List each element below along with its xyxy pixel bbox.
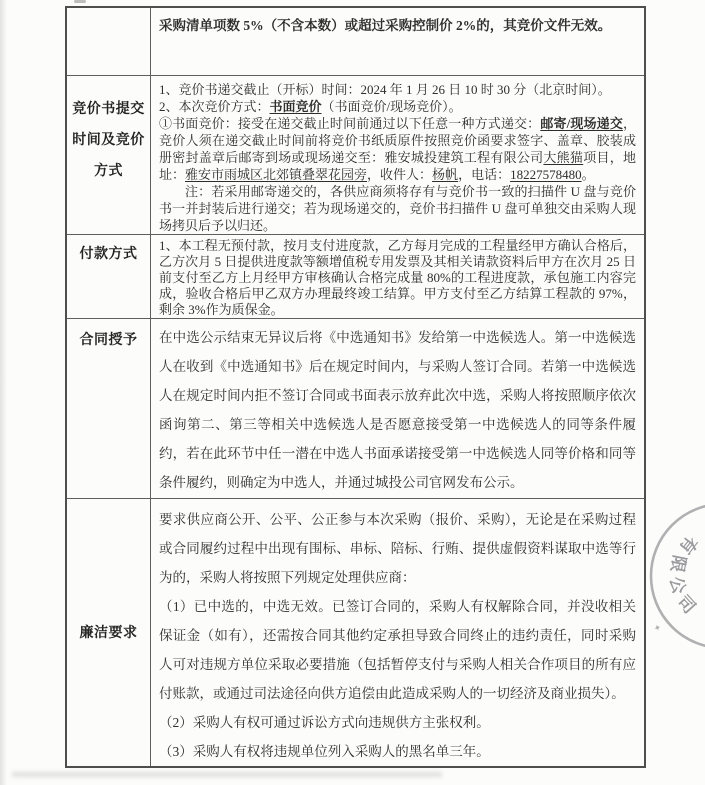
scan-smudge-artifact xyxy=(74,0,86,3)
row-label-contract-award xyxy=(66,318,151,498)
paragraph xyxy=(159,115,636,183)
underlined-text: 邮寄/现场递交 xyxy=(540,115,623,131)
seal-ring xyxy=(651,504,705,648)
row-label-payment xyxy=(66,234,151,318)
text-segment: （书面竞价/现场竞价）。 xyxy=(321,98,462,114)
row-contract-award xyxy=(66,318,645,498)
text-segment: ，收件人： xyxy=(367,166,433,182)
row-label-empty xyxy=(66,7,151,75)
underlined-text: 18227578480 xyxy=(510,166,582,182)
row-content-payment xyxy=(151,234,646,318)
paragraph xyxy=(159,81,636,98)
row-continuation xyxy=(66,7,645,75)
paragraph xyxy=(159,323,636,497)
paragraph xyxy=(159,98,636,115)
paragraph xyxy=(159,505,636,592)
scan-bottom-artifact xyxy=(12,772,442,777)
underlined-text: 书面竞价 xyxy=(269,98,322,114)
text-segment: （2）采购人有权可通过诉讼方式向违规供方主张权利。 xyxy=(159,714,490,730)
row-label-line: 竞价书提交 xyxy=(72,101,145,117)
text-segment: ①书面竞价：接受在递交截止时间前通过以下任意一种方式递交： xyxy=(159,115,541,131)
row-label-line: 合同授予 xyxy=(79,332,138,348)
underlined-text: 雅安市雨城区北郊镇叠翠花园旁 xyxy=(185,166,368,182)
paragraph xyxy=(159,238,636,318)
paragraph xyxy=(159,708,636,737)
text-segment: 。 xyxy=(581,166,595,182)
text-segment: 项目，地址： xyxy=(159,149,636,182)
underlined-text: 杨帆 xyxy=(432,166,459,182)
text-segment: （1）已中选的，中选无效。已签订合同的，采购人有权解除合同，并没收相关保证金（如有），还需按合同其他约定承担导致合同终止的违约责任，同时采购人可对违规方单位采取必要措施（包括暂停支付与采购人相关合作项目的所有应付账款，或通过司法途径向供方追偿由此造成采购人的一切经济及商业损失）。 xyxy=(159,598,636,701)
text-segment: 采购清单项数 5%（不含本数）或超过采购控制价 2%的，其竞价文件无效。 xyxy=(159,18,612,33)
row-label-line: 方式 xyxy=(94,163,123,179)
row-payment xyxy=(66,234,645,318)
row-label-bid-submission xyxy=(66,75,151,234)
row-content-bid-submission xyxy=(151,75,646,234)
underlined-text: 大熊猫 xyxy=(543,149,584,165)
seal-text: 有限公司 xyxy=(665,532,704,623)
text-segment: 要求供应商公开、公平、公正参与本次采购（报价、采购），无论是在采购过程或合同履约过程中出现有围标、串标、陪标、行贿、提供虚假资料谋取中选等行为的，采购人将按照下列规定处理供应商： xyxy=(159,511,636,585)
text-segment: 1、竞价书递交截止（开标）时间：2024 年 1 月 26 日 10 时 30 分（北京时间）。 xyxy=(159,81,611,97)
text-segment: 2、本次竞价方式： xyxy=(159,98,270,114)
row-content-continuation xyxy=(151,7,646,75)
paragraph xyxy=(159,592,636,708)
row-content-integrity xyxy=(151,498,646,767)
row-bid-submission xyxy=(66,75,645,234)
text-segment: ，竞价人须在递交截止时间前将竞价书纸质原件按照竞价函要求签字、盖章、胶装成册密封盖章后邮寄到场或现场递交至：雅安城投建筑工程有限公司 xyxy=(159,115,636,165)
text-segment: （3）采购人有权将违规单位列入采购人的黑名单三年。 xyxy=(159,743,490,759)
paragraph xyxy=(159,16,636,35)
paragraph xyxy=(159,737,636,766)
seal-star-icon: ✦ xyxy=(652,621,663,634)
procurement-terms-table xyxy=(65,6,646,768)
text-segment: 1、本工程无预付款，按月支付进度款，乙方每月完成的工程量经甲方确认合格后，乙方次月 5 日提供进度款等额增值税专用发票及其相关请款资料后甲方在次月 25 日前支付至乙方上月经甲方审核确认合格完成量 80%的工程进度款，承包施工内容完成，验收合格后甲乙双方办理最终竣工结算。甲方支付至乙方结算工程款的 97%，剩余 3%作为质保金。 xyxy=(159,237,636,317)
row-label-line: 廉洁要求 xyxy=(79,626,138,642)
text-segment: ，电话： xyxy=(458,166,511,182)
row-content-contract-award xyxy=(151,318,646,498)
row-label-line: 付款方式 xyxy=(79,246,138,262)
text-segment: 在中选公示结束无异议后将《中选通知书》发给第一中选候选人。第一中选候选人在收到《中选通知书》后在规定时间内，与采购人签订合同。若第一中选候选人在规定时间内拒不签订合同或书面表示放弃此次中选，采购人将按照顺序依次函询第二、第三等相关中选候选人是否愿意接受第一中选候选人的同等条件履约，若在此环节中任一潜在中选人书面承诺接受第一中选候选人同等价格和同等条件履约，则确定为中选人，并通过城投公司官网发布公示。 xyxy=(159,329,636,490)
row-label-integrity xyxy=(66,498,151,767)
text-segment: 注：若采用邮寄递交的，各供应商须将存有与竞价书一致的扫描件 U 盘与竞价书一并封装后进行递交；若为现场递交的，竞价书扫描件 U 盘可单独交由采购人现场拷贝后予以归还。 xyxy=(159,183,636,233)
paragraph xyxy=(159,183,636,234)
row-label-line: 时间及竞价 xyxy=(72,132,145,148)
scan-edge-artifact xyxy=(0,0,7,785)
row-integrity xyxy=(66,498,645,767)
